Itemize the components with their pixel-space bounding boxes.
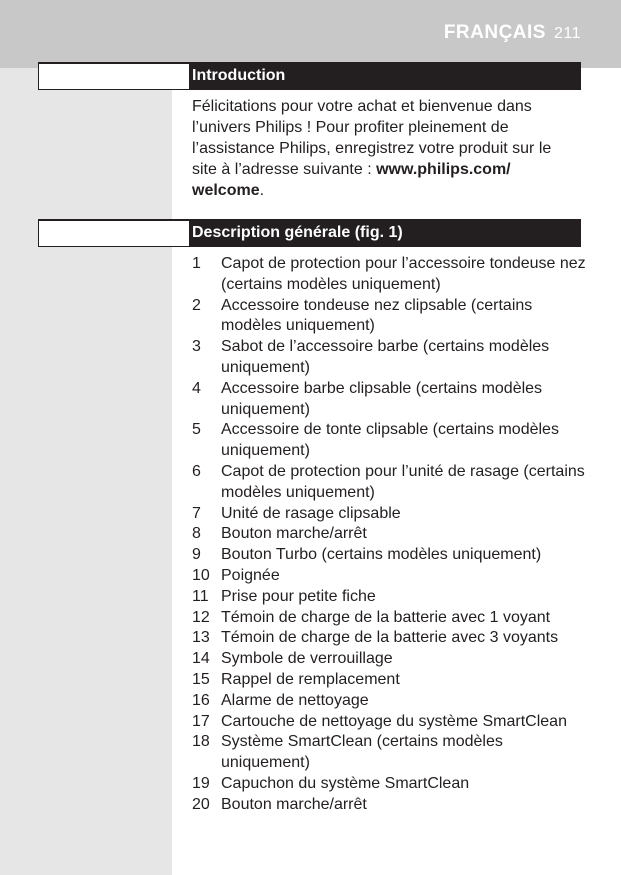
list-item xyxy=(192,462,592,504)
list-item xyxy=(192,545,592,566)
item-text: Accessoire tondeuse nez clipsable (certains modèles uniquement) xyxy=(221,296,533,335)
list-item xyxy=(192,566,592,587)
item-text: Bouton Turbo (certains modèles uniquement) xyxy=(221,546,542,564)
item-text: Poignée xyxy=(221,566,280,584)
item-number: 9 xyxy=(192,546,201,564)
list-item xyxy=(192,379,592,421)
item-number: 3 xyxy=(192,338,201,356)
item-number: 13 xyxy=(192,629,210,647)
item-text: Accessoire de tonte clipsable (certains modèles uniquement) xyxy=(221,421,559,460)
section-title-general-description: Description générale (fig. 1) xyxy=(192,224,403,241)
list-item xyxy=(192,504,592,525)
section-bar-introduction xyxy=(38,62,581,90)
philips-welcome-url: www.philips.com/ welcome xyxy=(192,161,511,199)
list-item xyxy=(192,712,592,733)
item-text: Bouton marche/arrêt xyxy=(221,525,367,543)
item-text: Accessoire barbe clipsable (certains modèles uniquement) xyxy=(221,379,543,418)
item-number: 5 xyxy=(192,421,201,439)
item-number: 18 xyxy=(192,733,210,751)
item-text: Bouton marche/arrêt xyxy=(221,795,367,813)
list-item xyxy=(192,649,592,670)
item-number: 7 xyxy=(192,504,201,522)
list-item xyxy=(192,420,592,462)
item-number: 8 xyxy=(192,525,201,543)
item-text: Système SmartClean (certains modèles uniquement) xyxy=(221,733,503,772)
item-text: Capot de protection pour l’accessoire tondeuse nez (certains modèles uniquement) xyxy=(221,255,586,293)
item-text: Capuchon du système SmartClean xyxy=(221,774,470,792)
section-bar-general-description xyxy=(38,219,581,247)
item-number: 1 xyxy=(192,255,201,272)
list-item xyxy=(192,774,592,795)
item-text: Cartouche de nettoyage du système SmartClean xyxy=(221,712,567,730)
item-text: Unité de rasage clipsable xyxy=(221,504,401,522)
item-text: Prise pour petite fiche xyxy=(221,587,376,605)
language-label: FRANÇAIS xyxy=(443,22,546,43)
intro-text-end: . xyxy=(259,182,265,199)
item-number: 19 xyxy=(192,774,210,792)
left-margin-column xyxy=(0,68,172,875)
list-item xyxy=(192,587,592,608)
intro-text: Félicitations pour votre achat et bienvenue dans l’univers Philips ! Pour profiter pleinement de l’assistance Philips, enregistrez votre produit sur le site à l’adresse suivante : xyxy=(192,98,552,178)
item-text: Capot de protection pour l’unité de rasage (certains modèles uniquement) xyxy=(221,462,585,501)
item-text: Témoin de charge de la batterie avec 1 voyant xyxy=(221,608,551,626)
item-number: 4 xyxy=(192,379,201,397)
item-text: Sabot de l’accessoire barbe (certains modèles uniquement) xyxy=(221,338,550,376)
list-item xyxy=(192,732,592,774)
section-title-introduction: Introduction xyxy=(192,67,286,84)
item-number: 10 xyxy=(192,566,210,584)
list-item xyxy=(192,670,592,691)
list-item xyxy=(192,337,592,379)
list-item xyxy=(192,608,592,629)
list-item xyxy=(192,795,592,816)
language-header xyxy=(444,22,581,44)
item-number: 2 xyxy=(192,296,201,314)
item-text: Témoin de charge de la batterie avec 3 voyants xyxy=(221,629,559,647)
page-number: 211 xyxy=(553,25,581,42)
item-number: 6 xyxy=(192,462,201,480)
introduction-paragraph xyxy=(192,96,562,201)
list-item xyxy=(192,691,592,712)
list-item xyxy=(192,296,592,338)
parts-list xyxy=(192,254,592,816)
list-item xyxy=(192,524,592,545)
list-item xyxy=(192,628,592,649)
item-number: 12 xyxy=(192,608,210,626)
item-number: 11 xyxy=(192,587,209,605)
item-text: Alarme de nettoyage xyxy=(221,691,369,709)
item-number: 14 xyxy=(192,650,210,668)
item-number: 17 xyxy=(192,712,210,730)
item-number: 15 xyxy=(192,670,210,688)
item-number: 16 xyxy=(192,691,210,709)
item-text: Symbole de verrouillage xyxy=(221,650,393,668)
list-item xyxy=(192,254,592,296)
item-number: 20 xyxy=(192,795,210,813)
item-text: Rappel de remplacement xyxy=(221,670,400,688)
